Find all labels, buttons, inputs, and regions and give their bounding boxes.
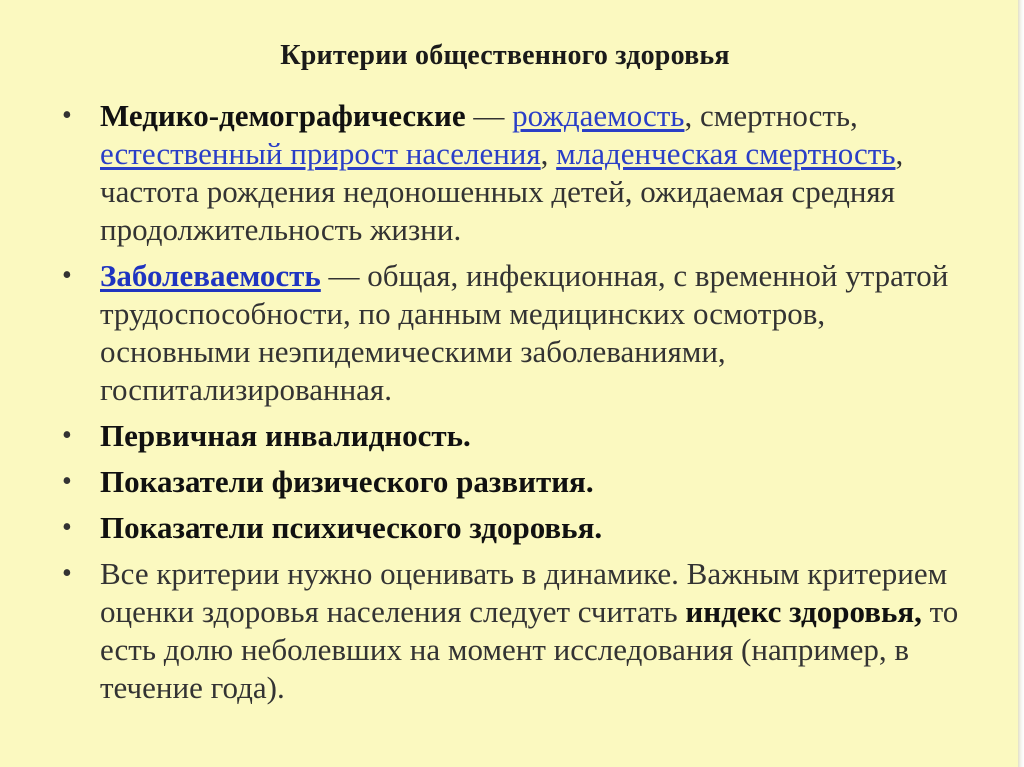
text-span: , <box>540 136 557 171</box>
text-span: то есть долю неболевших на момент исследования (например, в течение года). <box>100 594 959 705</box>
link-morbidity[interactable]: Заболеваемость <box>100 258 321 293</box>
text-span: Все критерии нужно оценивать в динамике. Важным критерием оценки здоровья населения следует считать <box>100 556 948 629</box>
list-item <box>0 463 1020 501</box>
bullet-icon: • <box>62 100 72 131</box>
term-medico-demographic: Медико-демографические <box>100 98 466 133</box>
link-birth-rate[interactable]: рождаемость <box>512 98 685 133</box>
term-mental-health: Показатели психического здоровья. <box>100 510 603 545</box>
bullet-icon: • <box>62 260 72 291</box>
term-primary-disability: Первичная инвалидность. <box>100 418 471 453</box>
term-health-index: индекс здоровья, <box>685 594 922 629</box>
list-item <box>0 97 1020 249</box>
text-span: — общая, инфекционная, с временной утратой трудоспособности, по данным медицинских осмотров, основными неэпидемическими заболеваниями, госпитализированная. <box>100 258 949 407</box>
text-span: , частота рождения недоношенных детей, ожидаемая средняя продолжительность жизни. <box>100 136 904 247</box>
list-item <box>0 555 1020 707</box>
page-edge-shadow <box>1018 0 1024 767</box>
list-item <box>0 257 1020 409</box>
link-infant-mortality[interactable]: младенческая смертность <box>556 136 896 171</box>
bullet-icon: • <box>62 466 72 497</box>
text-span: — <box>465 98 513 133</box>
bullet-icon: • <box>62 420 72 451</box>
list-item <box>0 509 1020 547</box>
bullet-icon: • <box>62 558 72 589</box>
term-physical-development: Показатели физического развития. <box>100 464 594 499</box>
list-item <box>0 417 1020 455</box>
slide-title: Критерии общественного здоровья <box>280 40 730 71</box>
criteria-list <box>0 97 1020 707</box>
link-natural-growth[interactable]: естественный прирост населения <box>100 136 541 171</box>
text-span: , смертность, <box>684 98 858 133</box>
bullet-icon: • <box>62 512 72 543</box>
